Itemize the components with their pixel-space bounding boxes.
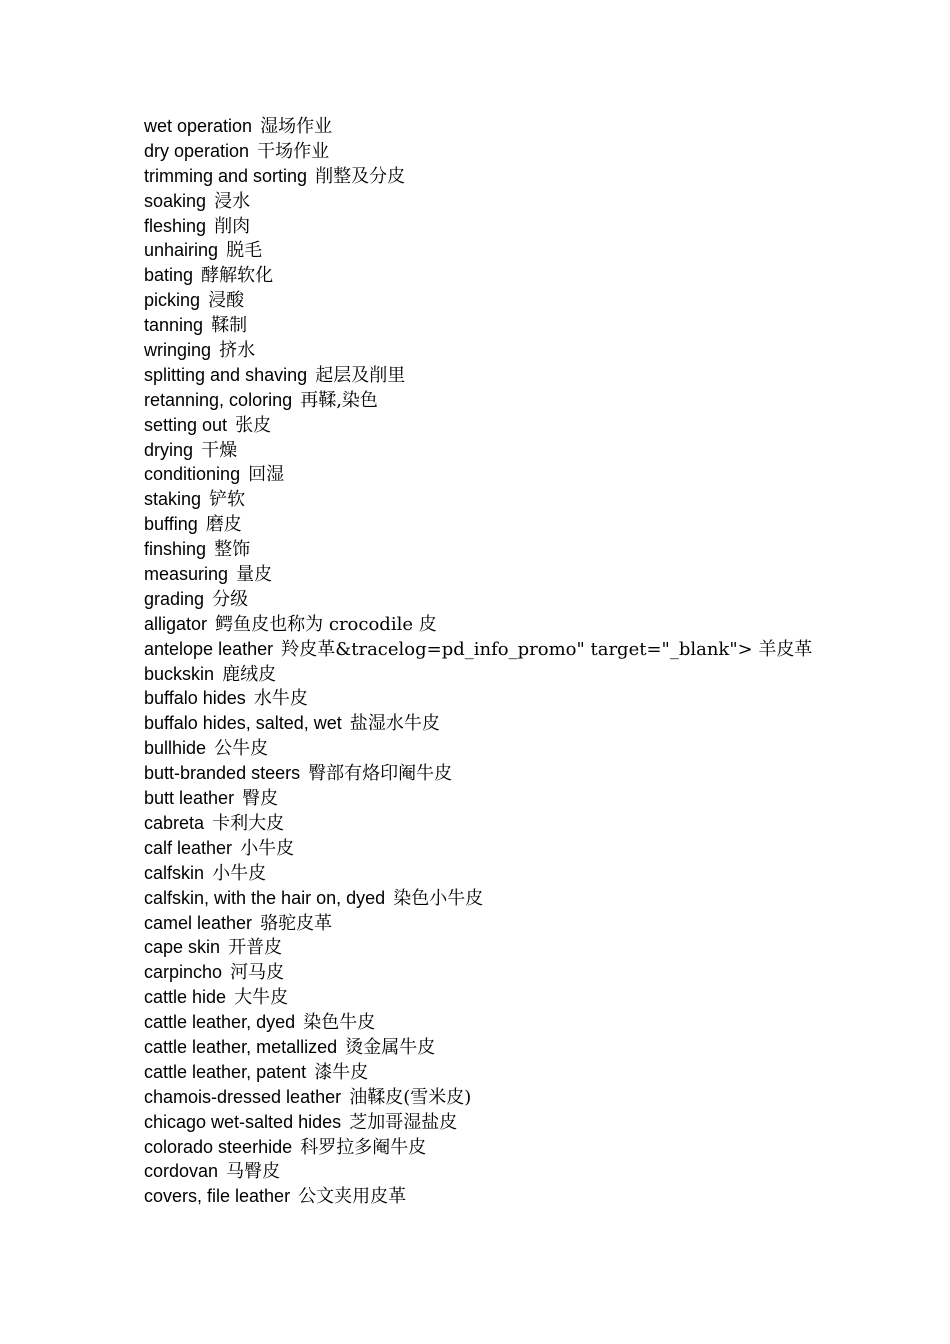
entry-term: wringing [144,340,212,361]
entry-translation: 湿场作业 [260,116,333,137]
entry-term: buckskin [144,663,215,684]
glossary-entry [144,1110,924,1135]
entry-translation: 臀皮 [242,788,279,810]
entry-term: alligator [144,613,208,634]
glossary-entry [144,686,924,711]
entry-translation: 染色小牛皮 [393,887,484,909]
entry-translation: 脱毛 [226,240,263,262]
entry-term: measuring [144,564,229,585]
entry-translation: 科罗拉多阉牛皮 [300,1136,427,1158]
entry-translation: 水牛皮 [253,688,308,710]
entry-translation: 鳄鱼皮也称为 crocodile 皮 [215,613,437,635]
entry-term: retanning, coloring [144,389,293,410]
entry-translation: 铲软 [209,489,246,511]
glossary-entry [144,313,924,338]
entry-term: butt-branded steers [144,763,301,784]
entry-translation: 整饰 [214,539,251,561]
entry-term: conditioning [144,464,241,485]
entry-term: wet operation [144,116,253,136]
entry-term: camel leather [144,912,253,933]
entry-translation: 公牛皮 [214,738,269,760]
glossary-entry [144,512,924,537]
glossary-entry [144,1184,924,1209]
glossary-entry [144,462,924,487]
entry-term: cattle leather, patent [144,1061,307,1082]
entry-term: staking [144,489,202,510]
glossary-entry [144,1085,924,1110]
entry-translation: 小牛皮 [240,837,295,859]
glossary-entry [144,836,924,861]
entry-term: trimming and sorting [144,165,308,186]
entry-translation: 张皮 [235,414,272,436]
glossary-entry [144,164,924,189]
glossary-entry [144,263,924,288]
entry-translation: 羚皮革&tracelog=pd_info_promo" target="_blank"> 羊皮革 [281,638,813,660]
glossary-entry [144,935,924,960]
glossary-entry [144,1135,924,1160]
glossary-entry [144,288,924,313]
entry-translation: 浸水 [214,190,251,212]
entry-term: colorado steerhide [144,1136,293,1157]
glossary-entry [144,363,924,388]
glossary-entry [144,811,924,836]
entry-term: splitting and shaving [144,364,308,385]
glossary-entry [144,438,924,463]
entry-term: covers, file leather [144,1186,291,1207]
entry-term: picking [144,290,201,311]
entry-translation: 染色牛皮 [303,1012,376,1034]
glossary-entry [144,562,924,587]
entry-translation: 漆牛皮 [314,1061,369,1083]
entry-term: cattle hide [144,987,227,1008]
entry-term: calf leather [144,837,233,858]
entry-translation: 量皮 [236,564,273,586]
entry-term: calfskin [144,862,205,883]
glossary-entry [144,238,924,263]
entry-term: carpincho [144,962,223,983]
entry-translation: 起层及削里 [315,364,406,386]
glossary-entry [144,189,924,214]
glossary-entry [144,537,924,562]
entry-translation: 小牛皮 [212,862,267,884]
entry-translation: 臀部有烙印阉牛皮 [308,763,453,785]
glossary-entry [144,338,924,363]
entry-translation: 酵解软化 [201,265,274,287]
glossary-entry [144,761,924,786]
entry-term: cattle leather, metallized [144,1036,338,1057]
glossary-entry [144,786,924,811]
glossary-entry [144,388,924,413]
entry-translation: 公文夹用皮革 [298,1186,407,1208]
entry-translation: 骆驼皮革 [260,912,333,934]
entry-translation: 马臀皮 [226,1161,281,1183]
entry-term: finshing [144,539,207,560]
glossary-entry [144,1010,924,1035]
entry-term: buffing [144,514,198,535]
entry-term: dry operation [144,140,250,161]
entry-translation: 再鞣,染色 [300,389,378,411]
glossary-entry [144,1035,924,1060]
entry-translation: 开普皮 [228,937,283,959]
entry-translation: 油鞣皮(雪米皮) [349,1086,472,1108]
entry-translation: 烫金属牛皮 [345,1036,436,1058]
entry-translation: 磨皮 [205,514,242,536]
entry-translation: 芝加哥湿盐皮 [349,1111,458,1133]
entry-term: drying [144,439,194,460]
entry-term: unhairing [144,240,219,261]
entry-translation: 削整及分皮 [315,165,406,187]
entry-term: calfskin, with the hair on, dyed [144,887,386,908]
entry-term: chamois-dressed leather [144,1086,342,1107]
glossary-entry [144,911,924,936]
entry-translation: 浸酸 [208,290,245,312]
glossary-entry [144,736,924,761]
entry-translation: 回湿 [248,464,285,486]
glossary-entry [144,587,924,612]
entry-term: buffalo hides, salted, wet [144,713,342,734]
entry-translation: 挤水 [219,340,256,362]
entry-term: chicago wet-salted hides [144,1111,342,1132]
entry-term: cabreta [144,812,205,833]
glossary-entry [144,612,924,637]
entry-term: butt leather [144,788,235,809]
entry-term: cordovan [144,1161,219,1182]
entry-term: cape skin [144,937,221,958]
glossary-entry [144,1060,924,1085]
entry-term: bullhide [144,738,207,759]
entry-translation: 卡利大皮 [212,812,285,834]
glossary-list [144,114,924,1209]
glossary-entry [144,413,924,438]
entry-term: fleshing [144,215,207,236]
entry-translation: 盐湿水牛皮 [349,713,440,735]
glossary-entry [144,662,924,687]
entry-translation: 分级 [212,588,249,610]
entry-translation: 干场作业 [257,140,330,162]
glossary-entry [144,861,924,886]
entry-term: bating [144,265,194,286]
glossary-entry [144,114,924,139]
entry-translation: 干燥 [201,439,238,461]
entry-term: setting out [144,414,228,435]
entry-term: antelope leather [144,638,274,659]
glossary-entry [144,886,924,911]
glossary-entry [144,139,924,164]
glossary-entry [144,487,924,512]
glossary-entry [144,637,924,662]
entry-term: grading [144,588,205,609]
entry-term: soaking [144,190,207,211]
entry-translation: 削肉 [214,215,251,237]
entry-translation: 鞣制 [211,315,248,337]
entry-term: tanning [144,315,204,336]
glossary-entry [144,985,924,1010]
entry-translation: 大牛皮 [234,987,289,1009]
entry-term: cattle leather, dyed [144,1012,296,1033]
glossary-entry [144,711,924,736]
entry-translation: 河马皮 [230,962,285,984]
glossary-entry [144,1159,924,1184]
entry-term: buffalo hides [144,688,246,709]
glossary-entry [144,214,924,239]
glossary-entry [144,960,924,985]
entry-translation: 鹿绒皮 [222,663,277,685]
